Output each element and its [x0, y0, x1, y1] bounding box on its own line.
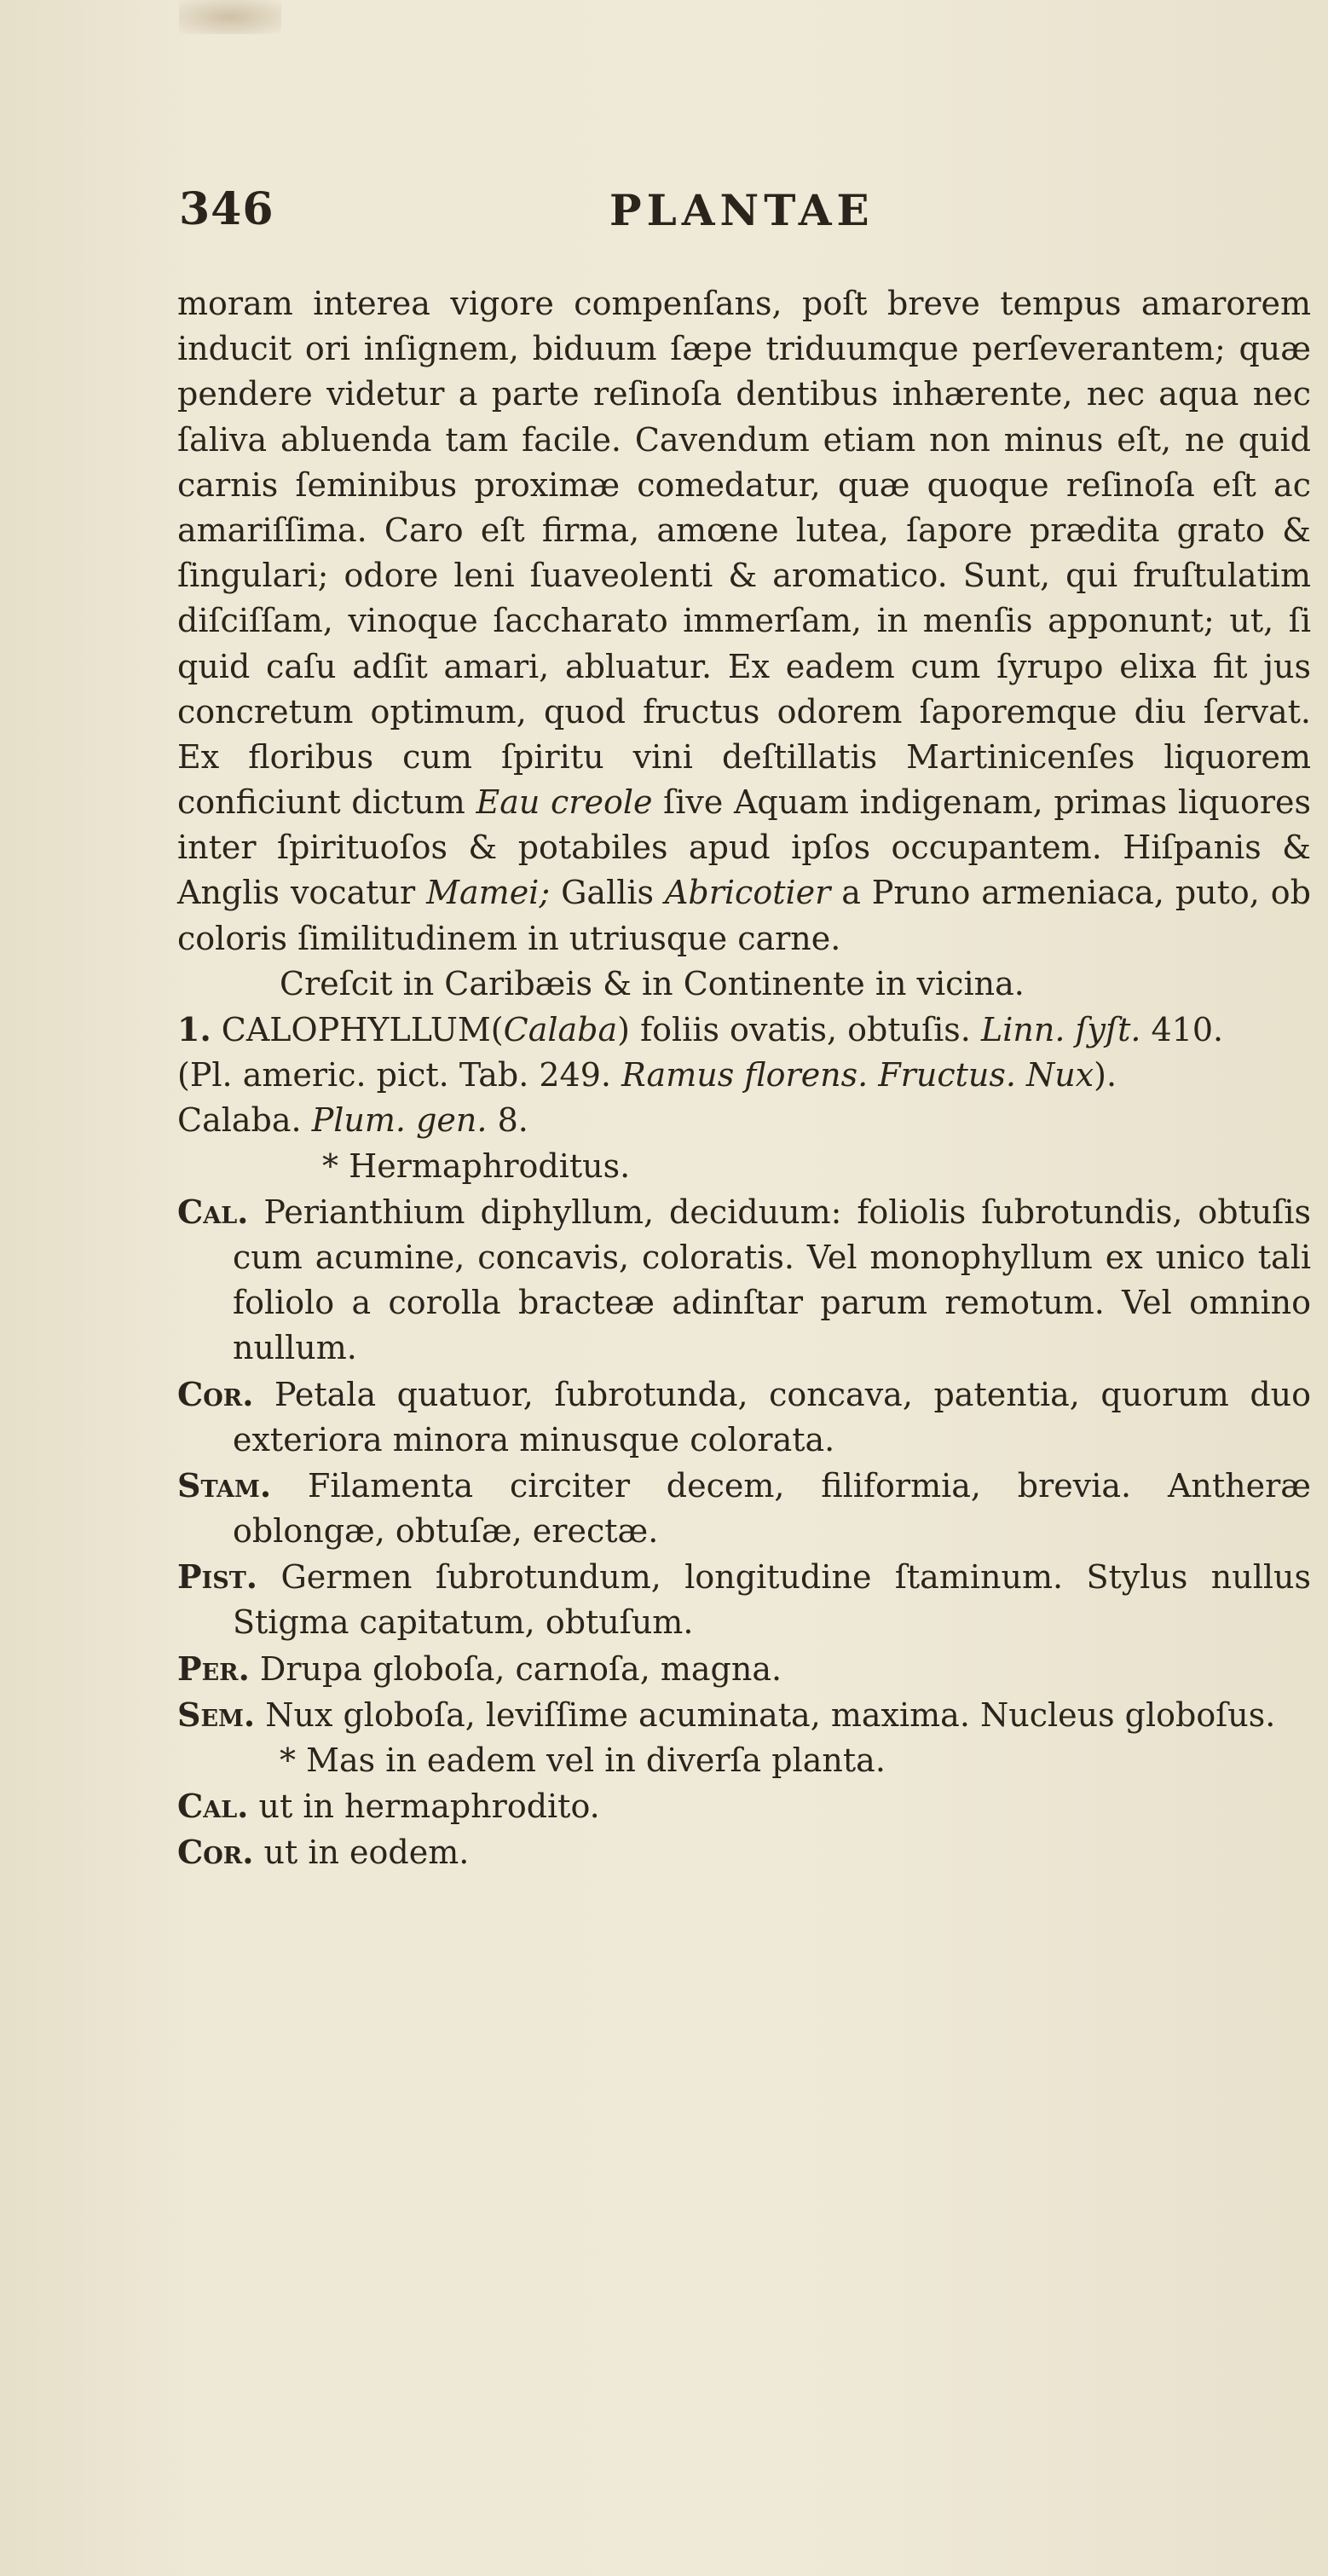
character-corolla-male: Cor. ut in eodem. [177, 1833, 470, 1872]
character-pistil: Pist. Germen ſubrotundum, longitudine ſtaminum. Stylus nullus Stigma capitatum, obtuſum. [177, 1557, 1311, 1642]
plumier-reference: Calaba. Plum. gen. 8. [177, 1101, 528, 1140]
body-text [177, 281, 1311, 1876]
paper-stain [179, 0, 281, 34]
species-entry: 1. CALOPHYLLUM(Calaba) foliis ovatis, obtuſis. Linn. ſyſt. 410. [177, 1010, 1224, 1048]
page-header [179, 183, 1277, 243]
character-calyx: Cal. Perianthium diphyllum, deciduum: foliolis ſubrotundis, obtuſis cum acumine, concavis, coloratis. Vel monophyllum ex unico tali foliolo a corolla bracteæ adinſtar parum remotum. Vel omnino nullum. [177, 1192, 1311, 1367]
paragraph-description: moram interea vigore compenſans, poſt breve tempus amarorem inducit ori inſignem, biduum ſæpe triduumque perſeverantem; quæ pendere videtur a parte reſinoſa dentibus inhærente, nec aqua nec ſaliva abluenda tam facile. Cavendum etiam non minus eſt, ne quid carnis ſeminibus proximæ comedatur, quæ quoque reſinoſa eſt ac amariſſima. Caro eſt firma, amœne lutea, ſapore prædita grato & ſingulari; odore leni ſuaveolenti & aromatico. Sunt, qui fruſtulatim diſciſſam, vinoque ſaccharato immerſam, in menſis apponunt; ut, ſi quid caſu adſit amari, abluatur. Ex eadem cum ſyrupo elixa fit jus concretum optimum, quod fructus odorem ſaporemque diu ſervat. Ex floribus cum ſpiritu vini deſtillatis Martinicenſes liquorem conficiunt dictum Eau creole ſive Aquam indigenam, primas liquores inter ſpirituoſos & potabiles apud ipſos occupantem. Hiſpanis & Anglis vocatur Mamei; Gallis Abricotier a Pruno armeniaca, puto, ob coloris ſimilitudinem in utriusque carne. [177, 285, 1311, 957]
synonym: Calaba [503, 1011, 618, 1048]
section-hermaphroditus: * Hermaphroditus. [322, 1146, 631, 1185]
character-stamens: Stam. Filamenta circiter decem, filiformia, brevia. Antheræ oblongæ, obtuſæ, erectæ. [177, 1465, 1311, 1551]
linnaeus-reference: Linn. ſyſt. [980, 1011, 1141, 1048]
paragraph-habitat: Creſcit in Caribæis & in Continente in vicina. [280, 964, 1025, 1002]
section-mas: * Mas in eadem vel in diverſa planta. [280, 1741, 886, 1779]
character-seed: Sem. Nux globoſa, leviſſime acuminata, maxima. Nucleus globoſus. [177, 1695, 1276, 1734]
plate-reference: (Pl. americ. pict. Tab. 249. Ramus florens. Fructus. Nux). [177, 1056, 1117, 1095]
character-corolla: Cor. Petala quatuor, ſubrotunda, concava, patentia, quorum duo exteriora minora minusque colorata. [177, 1374, 1311, 1458]
character-calyx-male: Cal. ut in hermaphrodito. [177, 1787, 600, 1826]
species-description: foliis ovatis, obtuſis. [640, 1011, 971, 1048]
character-pericarp: Per. Drupa globoſa, carnoſa, magna. [177, 1649, 782, 1688]
page-number: 346 [179, 183, 274, 235]
species-number: 1. [177, 1010, 211, 1048]
running-title: PLANTAE [609, 185, 875, 235]
genus-name: CALOPHYLLUM [221, 1011, 491, 1048]
